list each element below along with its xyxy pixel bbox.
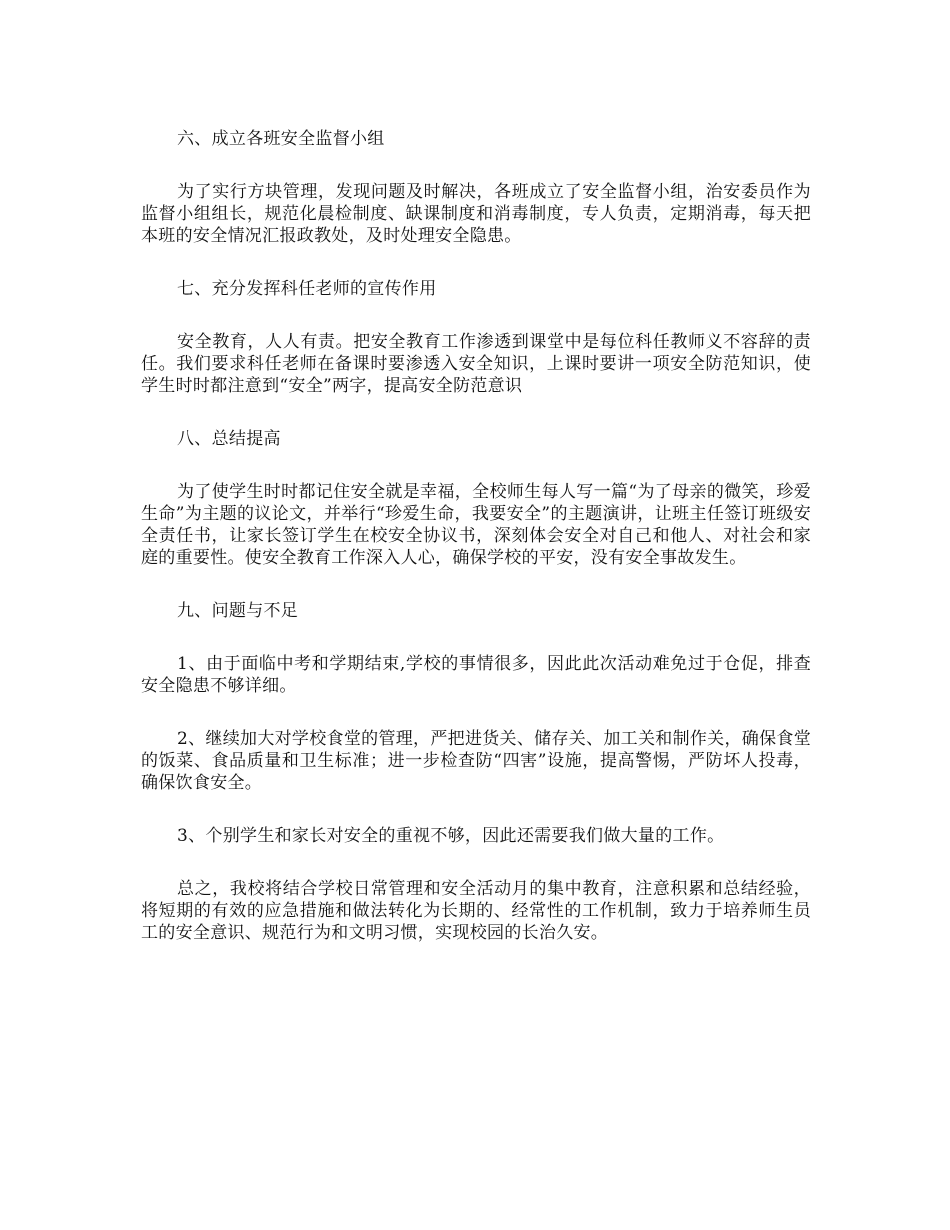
issue-item-1: 1、由于面临中考和学期结束,学校的事情很多，因此此次活动难免过于仓促，排查安全隐患不够详细。 xyxy=(141,654,811,696)
section-8-body: 为了使学生时时都记住安全就是幸福，全校师生每人写一篇“为了母亲的微笑，珍爱生命”为主题的议论文，并举行“珍爱生命，我要安全”的主题演讲，让班主任签订班级安全责任书，让家长签订学生在校安全协议书，深刻体会安全对自己和他人、对社会和家庭的重要性。使安全教育工作深入人心，确保学校的平安，没有安全事故发生。 xyxy=(141,482,811,568)
section-6-body: 为了实行方块管理，发现问题及时解决，各班成立了安全监督小组，治安委员作为监督小组组长，规范化晨检制度、缺课制度和消毒制度，专人负责，定期消毒，每天把本班的安全情况汇报政教处，及时处理安全隐患。 xyxy=(141,182,811,246)
section-heading-6: 六、成立各班安全监督小组 xyxy=(177,129,385,149)
document-page xyxy=(141,128,811,975)
section-heading-9: 九、问题与不足 xyxy=(177,601,299,621)
issue-item-2: 2、继续加大对学校食堂的管理，严把进货关、储存关、加工关和制作关，确保食堂的饭菜、食品质量和卫生标准；进一步检查防“四害”设施，提高警惕，严防坏人投毒，确保饮食安全。 xyxy=(141,729,811,793)
issue-item-3: 3、个别学生和家长对安全的重视不够，因此还需要我们做大量的工作。 xyxy=(177,826,725,846)
section-heading-7: 七、充分发挥科任老师的宣传作用 xyxy=(177,279,437,299)
section-heading-8: 八、总结提高 xyxy=(177,429,281,449)
section-7-body: 安全教育，人人有责。把安全教育工作渗透到课堂中是每位科任教师义不容辞的责任。我们要求科任老师在备课时要渗透入安全知识，上课时要讲一项安全防范知识，使学生时时都注意到“安全”两字，提高安全防范意识 xyxy=(141,332,811,396)
conclusion-paragraph: 总之，我校将结合学校日常管理和安全活动月的集中教育，注意积累和总结经验，将短期的有效的应急措施和做法转化为长期的、经常性的工作机制，致力于培养师生员工的安全意识、规范行为和文明习惯，实现校园的长治久安。 xyxy=(141,879,811,943)
